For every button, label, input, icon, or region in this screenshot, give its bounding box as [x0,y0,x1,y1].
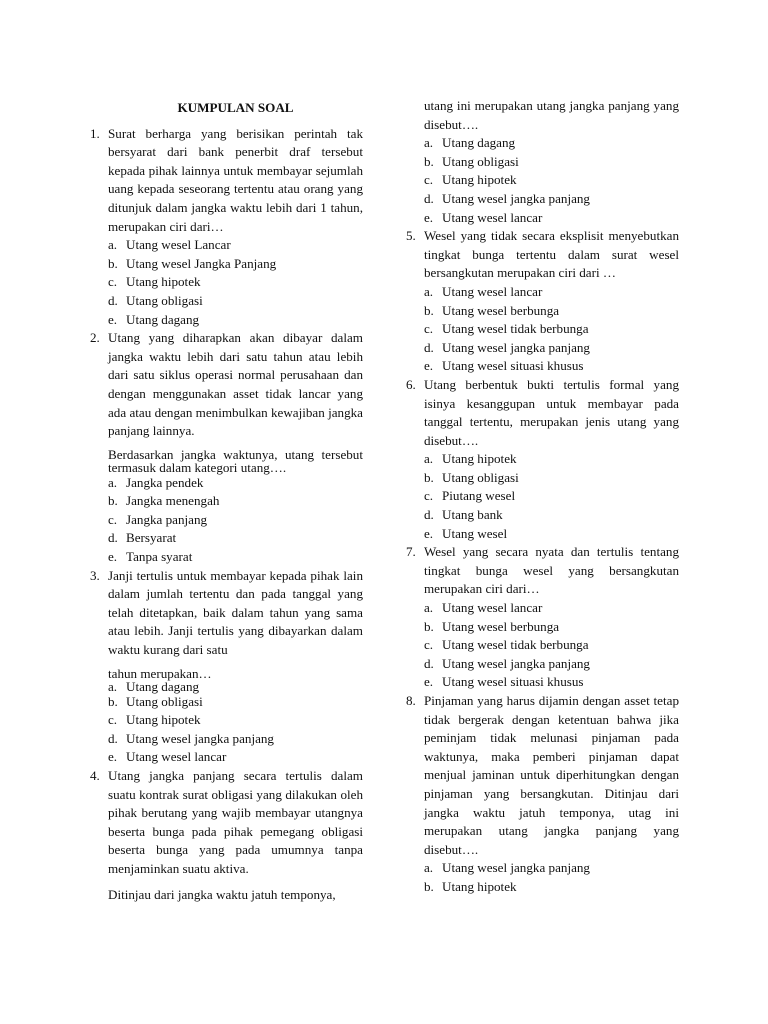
question-number: 5. [406,228,416,244]
option-c: c. Utang hipotek [108,712,201,728]
question-number: 7. [406,544,416,560]
option-b: b. Jangka menengah [108,493,220,509]
right-column [406,97,679,897]
question-text: Surat berharga yang berisikan perintah tak bersyarat dari bank penerbit draf tersebut kepada pihak lainnya untuk membayar sejumlah uang kepada seseorang tertentu atau orang yang ditunjuk dalam jangka waktu lebih dari 1 tahun, merupakan ciri dari… [108,125,363,234]
option-a: a. Jangka pendek [108,474,204,490]
option-e: e. Utang dagang [108,311,200,327]
question-4 [90,767,363,904]
question-5 [406,227,679,376]
option-c: c. Utang wesel tidak berbunga [424,637,589,653]
option-a: a. Utang dagang [424,135,516,151]
question-number: 6. [406,376,416,392]
page-title: KUMPULAN SOAL [177,100,294,115]
option-d: d. Utang wesel jangka panjang [424,190,590,206]
option-a: a. Utang hipotek [424,451,517,467]
option-a: a. Utang dagang [108,678,200,694]
left-column [90,97,363,904]
question-8 [406,692,679,897]
question-text: Wesel yang tidak secara eksplisit menyebutkan tingkat bunga tertentu dalam surat wesel bersangkutan merupakan ciri dari … [424,228,679,281]
question-text-continued: Ditinjau dari jangka waktu jatuh temponya, [108,886,336,902]
question-text-continued: Berdasarkan jangka waktunya, utang tersebut termasuk dalam kategori utang…. [108,446,363,475]
option-d: d. Utang wesel jangka panjang [424,655,590,671]
option-d: d. Utang wesel jangka panjang [108,730,274,746]
option-a: a. Utang wesel Lancar [108,237,231,253]
question-number: 8. [406,693,416,708]
option-b: b. Utang obligasi [424,469,519,485]
option-c: c. Utang wesel tidak berbunga [424,321,589,337]
question-text: Utang jangka panjang secara tertulis dalam suatu kontrak surat obligasi yang dilakukan oleh pihak berutang yang wajib membayar utangnya beserta bunga pada pihak pemegang obligasi beserta bunga yang pada umumnya tanpa menjaminkan suatu aktiva. [108,768,363,876]
option-b: b. Utang hipotek [424,878,517,894]
question-text-continued: tahun merupakan… [108,665,212,681]
option-d: d. Utang bank [424,507,503,523]
question-number: 4. [90,768,100,783]
question-number: 2. [90,330,100,346]
option-d: d. Utang obligasi [108,292,203,308]
option-c: c. Piutang wesel [424,488,516,504]
option-e: e. Utang wesel lancar [424,209,543,225]
question-text-continued: utang ini merupakan utang jangka panjang yang disebut…. [424,98,679,132]
question-1 [90,125,363,330]
option-b: b. Utang wesel Jangka Panjang [108,255,277,271]
option-c: c. Utang hipotek [108,274,201,290]
question-text: Wesel yang secara nyata dan tertulis tentang tingkat bunga wesel yang bersangkutan merupakan ciri dari… [424,544,679,597]
question-7 [406,543,679,692]
question-6 [406,376,679,543]
option-c: c. Jangka panjang [108,511,208,527]
question-number: 1. [90,125,100,141]
option-e: e. Utang wesel [424,525,508,541]
option-e: e. Utang wesel situasi khusus [424,358,584,374]
question-2 [90,329,363,567]
option-e: e. Utang wesel situasi khusus [424,674,584,690]
question-text: Utang yang diharapkan akan dibayar dalam jangka waktu lebih dari satu tahun atau lebih dari satu siklus operasi normal perusahaan dan dengan menggunakan asset tidak lancar yang ada atau dengan menimbulkan kewajiban jangka panjang lainnya. [108,330,363,439]
option-b: b. Utang wesel berbunga [424,302,560,318]
option-d: d. Utang wesel jangka panjang [424,339,590,355]
question-4-continued [406,97,679,227]
option-a: a. Utang wesel lancar [424,283,543,299]
option-e: e. Tanpa syarat [108,549,193,565]
question-number: 3. [90,567,100,583]
question-3 [90,567,363,767]
option-d: d. Bersyarat [108,530,177,546]
question-text: Utang berbentuk bukti tertulis formal yang isinya kesanggupan untuk membayar pada tanggal tertentu, merupakan jenis utang yang disebut…. [424,376,679,448]
option-e: e. Utang wesel lancar [108,749,227,765]
option-a: a. Utang wesel jangka panjang [424,860,590,876]
option-c: c. Utang hipotek [424,172,517,188]
option-b: b. Utang obligasi [424,153,519,169]
question-text: Janji tertulis untuk membayar kepada pihak lain dalam jumlah tertentu dan pada tanggal yang telah ditetapkan, baik dalam tahun yang sama atau lebih. Janji tertulis yang dibayarkan dalam waktu kurang dari satu [108,567,363,658]
option-b: b. Utang wesel berbunga [424,618,560,634]
option-a: a. Utang wesel lancar [424,600,543,616]
option-b: b. Utang obligasi [108,693,203,709]
question-text: Pinjaman yang harus dijamin dengan asset tetap tidak bergerak dengan ketentuan bahwa jika peminjam tidak melunasi pinjaman pada waktunya, maka pemberi pinjaman dapat menjual jaminan untuk diperhitungkan dengan pinjaman yang bersangkutan. Ditinjau dari jangka waktu jatuh temponya, utag ini merupakan utang jangka panjang yang disebut…. [424,693,679,857]
